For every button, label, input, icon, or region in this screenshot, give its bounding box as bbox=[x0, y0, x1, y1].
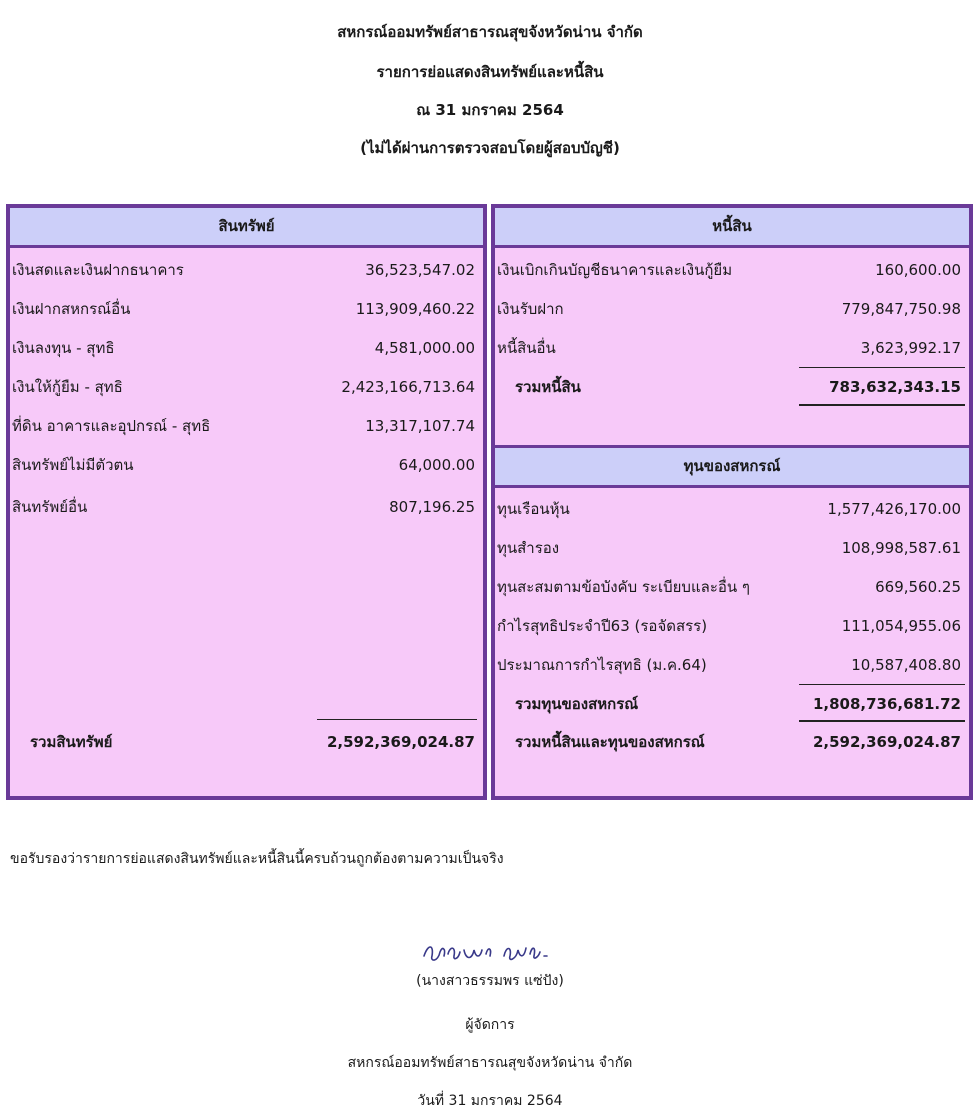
liability-value: 3,623,992.17 bbox=[860, 339, 961, 357]
asset-label: ที่ดิน อาคารและอุปกรณ์ - สุทธิ bbox=[12, 417, 211, 435]
equity-total-label: รวมทุนของสหกรณ์ bbox=[515, 695, 639, 713]
assets-total-label: รวมสินทรัพย์ bbox=[30, 733, 113, 751]
asset-value: 13,317,107.74 bbox=[365, 417, 475, 435]
asset-value: 2,423,166,713.64 bbox=[341, 378, 475, 396]
liability-row bbox=[495, 257, 969, 283]
equity-heading: ทุนของสหกรณ์ bbox=[495, 445, 969, 488]
equity-label: กำไรสุทธิประจำปี63 (รอจัดสรร) bbox=[497, 617, 708, 635]
liabilities-heading: หนี้สิน bbox=[495, 208, 969, 248]
asset-value: 64,000.00 bbox=[398, 456, 475, 474]
assets-panel bbox=[6, 204, 487, 800]
asset-row bbox=[10, 494, 483, 520]
liability-label: หนี้สินอื่น bbox=[497, 339, 556, 357]
certification-text: ขอรับรองว่ารายการย่อแสดงสินทรัพย์และหนี้สินนี้ครบถ้วนถูกต้องตามความเป็นจริง bbox=[10, 851, 504, 867]
liability-row bbox=[495, 296, 969, 322]
liabilities-total-value: 783,632,343.15 bbox=[829, 378, 961, 396]
liabilities-total-row bbox=[495, 374, 969, 400]
signer-name: (นางสาวธรรมพร แซ่ปัง) bbox=[416, 973, 564, 989]
total-double-rule bbox=[799, 404, 965, 406]
signature-date: วันที่ 31 มกราคม 2564 bbox=[417, 1093, 563, 1109]
assets-heading: สินทรัพย์ bbox=[10, 208, 483, 248]
asset-value: 113,909,460.22 bbox=[355, 300, 475, 318]
equity-total-value: 1,808,736,681.72 bbox=[812, 695, 961, 713]
asset-label: เงินลงทุน - สุทธิ bbox=[12, 339, 115, 357]
grand-total-row bbox=[495, 729, 969, 755]
liability-value: 160,600.00 bbox=[875, 261, 961, 279]
asset-row bbox=[10, 452, 483, 478]
total-rule bbox=[317, 719, 477, 720]
liability-row bbox=[495, 335, 969, 361]
asset-row bbox=[10, 257, 483, 283]
equity-row bbox=[495, 496, 969, 522]
signer-organization: สหกรณ์ออมทรัพย์สาธารณสุขจังหวัดน่าน จำกัด bbox=[347, 1055, 633, 1071]
grand-total-label: รวมหนี้สินและทุนของสหกรณ์ bbox=[515, 733, 705, 751]
total-rule bbox=[799, 367, 965, 368]
equity-row bbox=[495, 574, 969, 600]
asset-label: เงินฝากสหกรณ์อื่น bbox=[12, 300, 131, 318]
equity-value: 1,577,426,170.00 bbox=[827, 500, 961, 518]
total-double-rule bbox=[799, 720, 965, 722]
asset-value: 36,523,547.02 bbox=[365, 261, 475, 279]
asset-value: 807,196.25 bbox=[389, 498, 475, 516]
liabilities-total-label: รวมหนี้สิน bbox=[515, 378, 581, 396]
liability-label: เงินเบิกเกินบัญชีธนาคารและเงินกู้ยืม bbox=[497, 261, 733, 279]
equity-row bbox=[495, 652, 969, 678]
grand-total-value: 2,592,369,024.87 bbox=[812, 733, 961, 751]
liabilities-equity-panel bbox=[491, 204, 973, 800]
assets-total-row bbox=[10, 729, 483, 755]
equity-value: 108,998,587.61 bbox=[841, 539, 961, 557]
report-title: รายการย่อแสดงสินทรัพย์และหนี้สิน bbox=[376, 63, 604, 81]
equity-label: ทุนเรือนหุ้น bbox=[497, 500, 570, 518]
total-rule bbox=[799, 684, 965, 685]
asset-label: สินทรัพย์ไม่มีตัวตน bbox=[12, 456, 134, 474]
report-date: ณ 31 มกราคม 2564 bbox=[416, 101, 564, 119]
asset-row bbox=[10, 296, 483, 322]
liability-label: เงินรับฝาก bbox=[497, 300, 564, 318]
equity-label: ทุนสะสมตามข้อบังคับ ระเบียบและอื่น ๆ bbox=[497, 578, 750, 596]
audit-note: (ไม่ได้ผ่านการตรวจสอบโดยผู้สอบบัญชี) bbox=[360, 139, 620, 157]
asset-row bbox=[10, 374, 483, 400]
asset-row bbox=[10, 335, 483, 361]
equity-total-row bbox=[495, 691, 969, 717]
equity-row bbox=[495, 613, 969, 639]
equity-value: 111,054,955.06 bbox=[841, 617, 961, 635]
asset-label: เงินให้กู้ยืม - สุทธิ bbox=[12, 378, 123, 396]
liability-value: 779,847,750.98 bbox=[841, 300, 961, 318]
asset-row bbox=[10, 413, 483, 439]
equity-label: ประมาณการกำไรสุทธิ (ม.ค.64) bbox=[497, 656, 707, 674]
asset-value: 4,581,000.00 bbox=[374, 339, 475, 357]
assets-total-value: 2,592,369,024.87 bbox=[326, 733, 475, 751]
handwritten-signature bbox=[420, 936, 560, 970]
signer-position: ผู้จัดการ bbox=[465, 1017, 515, 1033]
asset-label: เงินสดและเงินฝากธนาคาร bbox=[12, 261, 184, 279]
equity-value: 10,587,408.80 bbox=[851, 656, 961, 674]
equity-value: 669,560.25 bbox=[875, 578, 961, 596]
asset-label: สินทรัพย์อื่น bbox=[12, 498, 88, 516]
organization-title: สหกรณ์ออมทรัพย์สาธารณสุขจังหวัดน่าน จำกัด bbox=[337, 23, 643, 41]
equity-row bbox=[495, 535, 969, 561]
equity-label: ทุนสำรอง bbox=[497, 539, 560, 557]
